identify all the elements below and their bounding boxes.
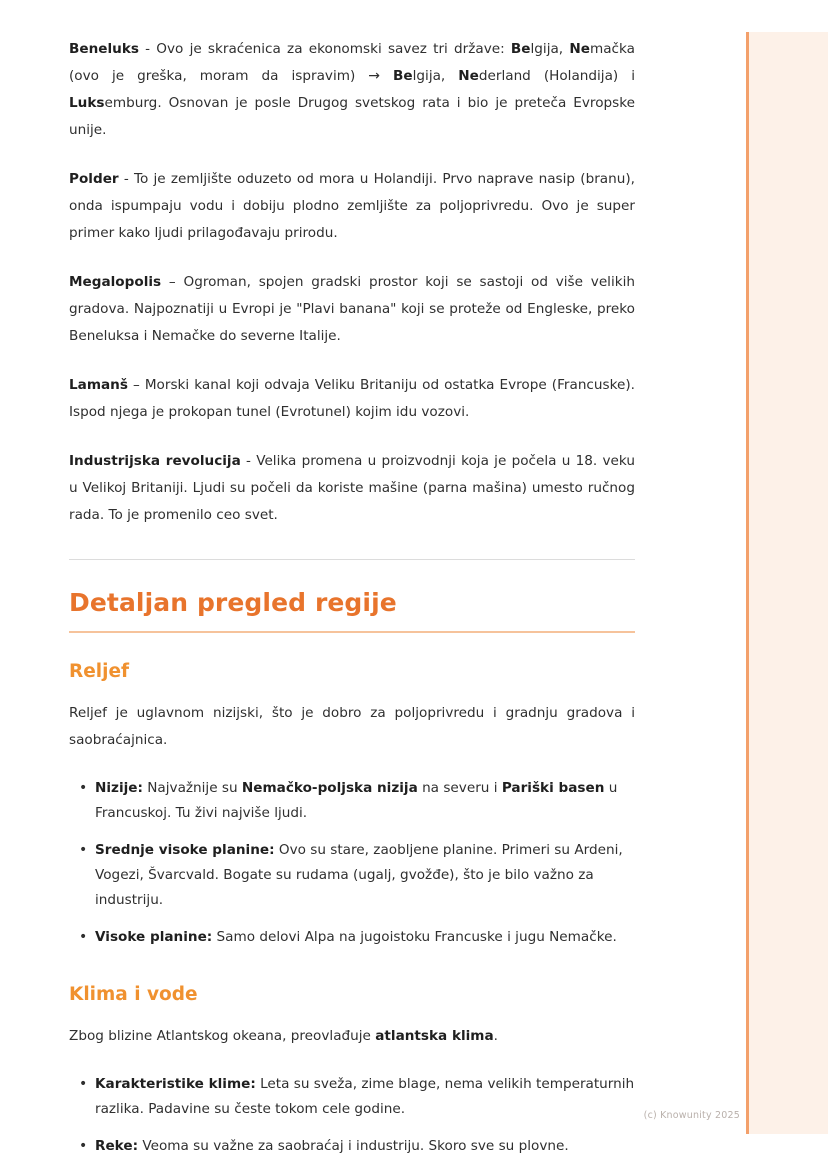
list-item-label: Visoke planine: (95, 929, 213, 945)
glossary-text: Velika promena u proizvodnji koja je počela u 18. veku u Velikoj Britaniji. Ljudi su počeli da koriste mašine (parna mašina) umesto ručnog rada. To je promenilo ceo svet. (69, 453, 635, 523)
decorative-side-panel (748, 32, 828, 1134)
list-item-text-1: Najvažnije su (142, 780, 242, 796)
glossary-text: Ogroman, spojen gradski prostor koji se sastoji od više velikih gradova. Najpoznatiji u Evropi je "Plavi banana" koji se proteže od Engleske, preko Beneluksa i Nemačke do severne Italije. (69, 274, 635, 344)
subsection-heading-reljef: Reljef (69, 661, 130, 682)
section-divider (69, 559, 635, 560)
list-item-text-1: Ovo su stare, zaobljene planine. Primeri su Ardeni, Vogezi, Švarcvald. Bogate su rudama (ugalj, gvožđe), što je bilo važno za industriju. (95, 842, 623, 908)
glossary-bold-3: Be (393, 68, 413, 84)
glossary-text-2: lgija, (530, 41, 570, 57)
glossary-term: Lamanš (69, 377, 128, 393)
klima-intro-text-2: . (493, 1028, 498, 1044)
glossary-text-3: mačka (ovo je greška, moram da ispravim) (69, 41, 635, 84)
list-item-text-3: u Francuskoj. Tu živi najviše ljudi. (95, 780, 618, 821)
decorative-side-line (746, 32, 749, 1134)
glossary-dash: - (138, 41, 157, 57)
glossary-entry-polder (69, 166, 635, 247)
glossary-text: To je zemljište oduzeto od mora u Holandiji. Prvo naprave nasip (branu), onda ispumpaju vodu i dobiju plodno zemljište za poljoprivredu. Ovo je super primer kako ljudi prilagođavaju prirodu. (69, 171, 635, 241)
document-content (69, 36, 635, 1159)
list-item-label: Srednje visoke planine: (95, 842, 275, 858)
list-item-label: Reke: (95, 1138, 139, 1154)
glossary-term: Industrijska revolucija (69, 453, 241, 469)
list-item (95, 776, 635, 826)
glossary-dash: – (127, 377, 145, 393)
list-item (95, 1134, 635, 1159)
list-item-text-1: Samo delovi Alpa na jugoistoku Francuske i jugu Nemačke. (212, 929, 617, 945)
list-item-bold-1: Nemačko-poljska nizija (241, 780, 418, 796)
glossary-dash: – (161, 274, 184, 290)
list-item-text: Leta su sveža, zime blage, nema velikih temperaturnih razlika. Padavine su česte tokom cele godine. (95, 1076, 635, 1117)
glossary-text-7: emburg. Osnovan je posle Drugog svetskog rata i bio je preteča Evropske unije. (69, 95, 635, 138)
glossary-term: Polder (69, 171, 119, 187)
glossary-term: Megalopolis (69, 274, 162, 290)
list-item-label: Karakteristike klime: (95, 1076, 256, 1092)
klima-intro-paragraph (69, 1023, 635, 1050)
klima-intro-text-1: Zbog blizine Atlantskog okeana, preovlađuje (69, 1028, 376, 1044)
glossary-text-6: derland (Holandija) i (478, 68, 635, 84)
list-item-text: Veoma su važne za saobraćaj i industriju. Skoro sve su plovne. (138, 1138, 569, 1154)
glossary-bold-5: Luks (69, 95, 105, 111)
glossary-entry-industrijska-revolucija (69, 448, 635, 529)
footer-copyright: (c) Knowunity 2025 (643, 1110, 740, 1121)
glossary-entry-megalopolis (69, 269, 635, 350)
glossary-text-5: lgija, (412, 68, 459, 84)
glossary-bold-2: Ne (569, 41, 590, 57)
glossary-dash: - (240, 453, 257, 469)
arrow-icon: → (368, 68, 381, 84)
glossary-dash: - (118, 171, 134, 187)
list-item-text-2: na severu i (417, 780, 502, 796)
list-item-label: Nizije: (95, 780, 143, 796)
glossary-entry-beneluks (69, 36, 635, 144)
glossary-bold-1: Be (510, 41, 531, 57)
klima-intro-bold: atlantska klima (375, 1028, 494, 1044)
glossary-bold-4: Ne (458, 68, 479, 84)
page-title: Detaljan pregled regije (69, 588, 397, 617)
glossary-text-4 (380, 68, 393, 84)
glossary-text: Morski kanal koji odvaja Veliku Britaniju od ostatka Evrope (Francuske). Ispod njega je prokopan tunel (Evrotunel) kojim idu vozovi. (69, 377, 635, 420)
subsection-heading-klima-i-vode: Klima i vode (69, 984, 198, 1005)
list-item (95, 925, 635, 950)
reljef-list (69, 776, 635, 950)
glossary-entry-lamans (69, 372, 635, 426)
glossary-text: Ovo je skraćenica za ekonomski savez tri države: (156, 41, 511, 57)
glossary-term: Beneluks (69, 41, 139, 57)
klima-list (69, 1072, 635, 1159)
title-underline (69, 631, 635, 633)
list-item-bold-2: Pariški basen (501, 780, 605, 796)
reljef-intro-paragraph: Reljef je uglavnom nizijski, što je dobro za poljoprivredu i gradnju gradova i saobraćajnica. (69, 705, 635, 748)
list-item (95, 1072, 635, 1122)
list-item (95, 838, 635, 913)
